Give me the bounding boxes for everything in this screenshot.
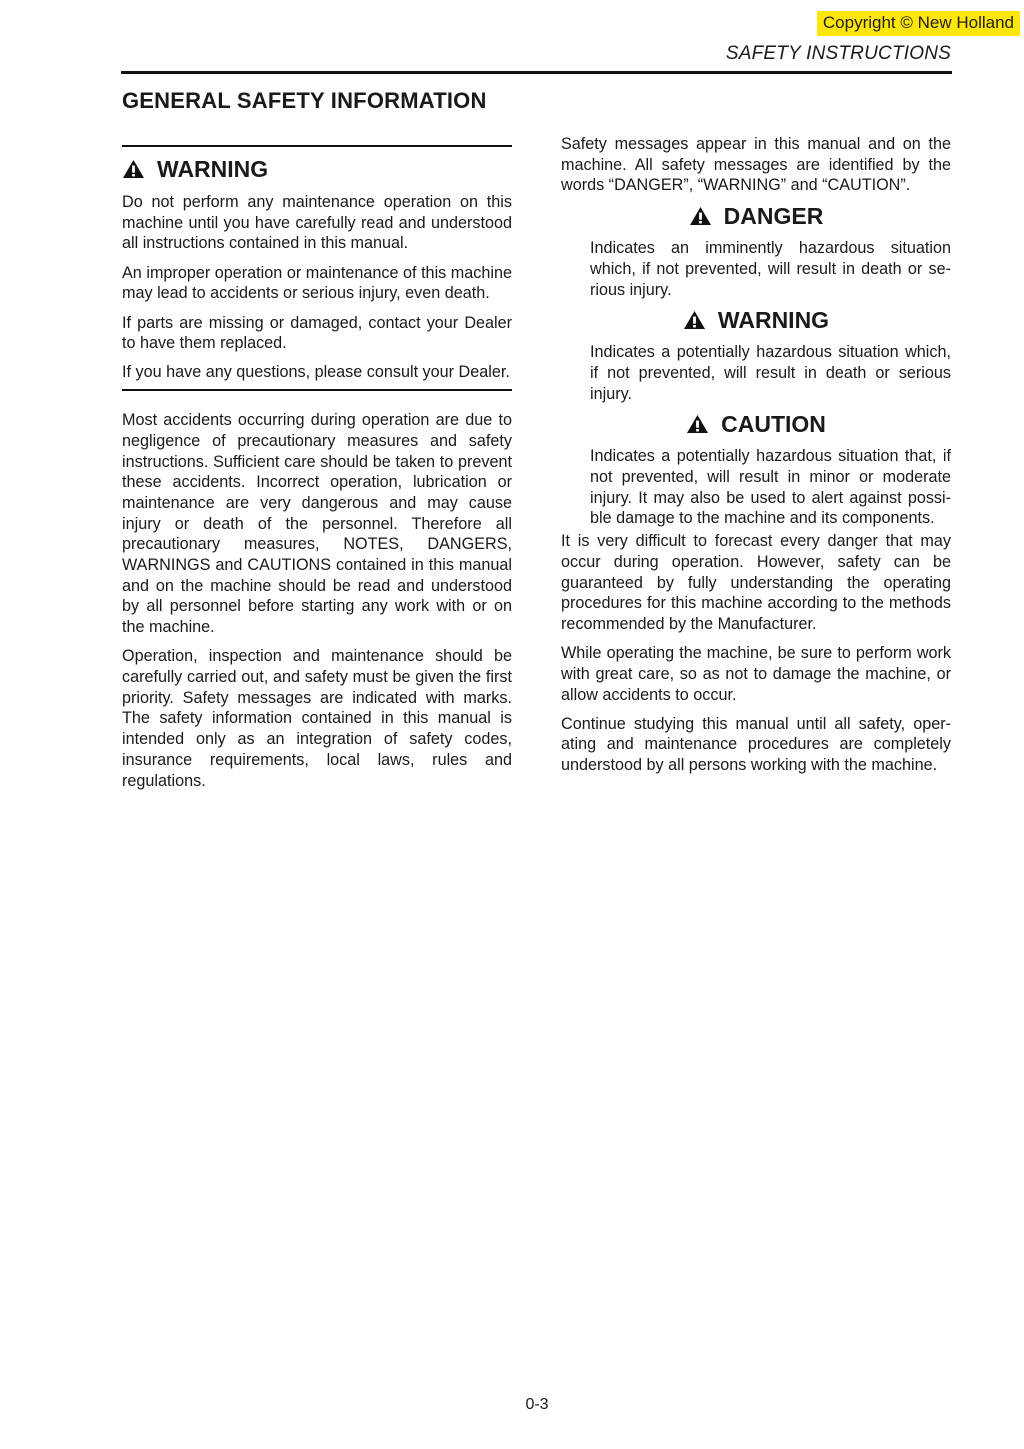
- body-paragraph: While operating the machine, be sure to perform work with great care, so as not to damage the machine, or allow accidents to occur.: [561, 644, 951, 704]
- body-paragraph: Operation, inspection and maintenance should be carefully carried out, and safety must be given the first priority. Safety messages are indicated with marks. The safety information contained in this manual is intended only as an integration of safety codes, insurance requirements, local laws, rules and regulations.: [122, 647, 512, 790]
- caution-description: Indicates a potentially hazardous situation that, if not prevented, will result in minor or moderate injury. It may also be used to alert against possible damage to the machine and its components.: [590, 447, 951, 528]
- warning-box-heading: [122, 155, 512, 183]
- body-paragraph: It is very difficult to forecast every danger that may occur during operation. However, safety can be guaranteed by fully understanding the operating procedures for this machine according to the methods recommended by the Manufacturer.: [561, 532, 951, 633]
- header-rule: [121, 71, 952, 74]
- warning-box-bottom-rule: [122, 389, 512, 391]
- warning-triangle-icon: [683, 310, 706, 330]
- section-header: SAFETY INSTRUCTIONS: [725, 43, 951, 64]
- warning-box-paragraph: If parts are missing or damaged, contact your Dealer to have them replaced.: [122, 313, 512, 353]
- caution-triangle-icon: [686, 414, 709, 434]
- warning-box-paragraph: Do not perform any maintenance operation on this machine until you have carefully read and understood all instructions contained in this manual.: [122, 193, 512, 253]
- left-column: [122, 145, 512, 800]
- danger-description: Indicates an imminently hazardous situation which, if not prevented, will result in death or serious injury.: [590, 239, 951, 299]
- page-title: GENERAL SAFETY INFORMATION: [122, 88, 487, 113]
- warning-heading-text: WARNING: [717, 306, 830, 333]
- body-paragraph: Continue studying this manual until all safety, operating and maintenance procedures are completely understood by all persons working with the machine.: [561, 714, 951, 775]
- body-paragraph: Most accidents occurring during operation are due to negligence of precautionary measures and safety instructions. Sufficient care should be taken to prevent these accidents. Incorrect operation, lubrication or maintenance are very dangerous and may cause injury or death of the personnel. Therefore all precautionary measures, NOTES, DANGERS, WARNINGS and CAUTIONS contained in this manual and on the machine should be read and understood by all personnel before starting any work with or on the machine.: [122, 411, 512, 637]
- caution-heading-text: CAUTION: [721, 410, 826, 437]
- warning-description: Indicates a potentially hazardous situation which, if not prevented, will result in death or serious injury.: [590, 343, 951, 403]
- danger-triangle-icon: [689, 206, 712, 226]
- warning-box-top-rule: [122, 145, 512, 147]
- intro-paragraph: Safety messages appear in this manual and on the machine. All safety messages are identified by the words “DANGER”, “WARNING” and “CAUTION”.: [561, 135, 951, 195]
- right-column: [561, 134, 951, 784]
- copyright-notice: Copyright © New Holland: [817, 11, 1020, 36]
- warning-box-paragraph: An improper operation or maintenance of this machine may lead to accidents or serious injury, even death.: [122, 263, 512, 303]
- warning-triangle-icon: [122, 159, 145, 179]
- warning-box-paragraph: If you have any questions, please consult your Dealer.: [122, 363, 510, 382]
- danger-heading-text: DANGER: [723, 202, 824, 229]
- caution-heading: [561, 410, 951, 438]
- danger-heading: [561, 202, 951, 230]
- warning-box-heading-text: WARNING: [157, 155, 269, 182]
- warning-heading: [561, 306, 951, 334]
- page-number: 0-3: [525, 1396, 549, 1413]
